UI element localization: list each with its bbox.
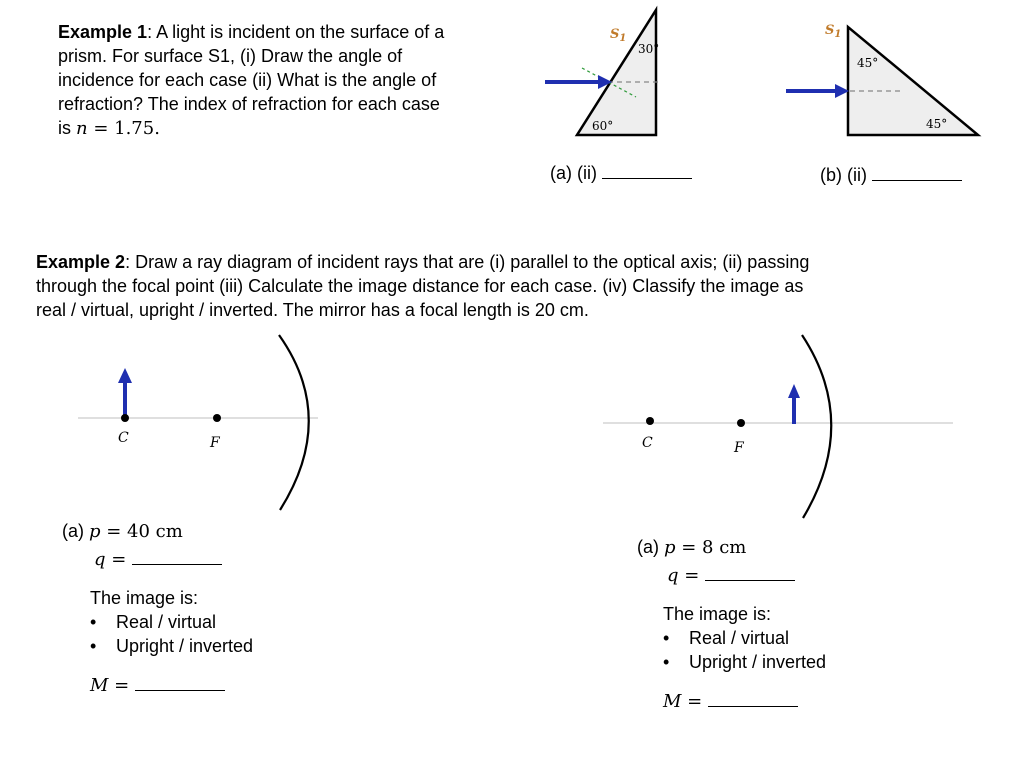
m-line: M = bbox=[62, 673, 362, 698]
case-left bbox=[62, 519, 362, 698]
bottom-angle-label: 60° bbox=[592, 119, 614, 133]
example1-label: Example 1 bbox=[58, 22, 148, 42]
top-angle-label: 45° bbox=[857, 56, 879, 70]
center-point bbox=[121, 414, 129, 422]
example2-label: Example 2 bbox=[36, 252, 126, 272]
image-is-label: The image is: bbox=[90, 588, 199, 608]
answer-blank[interactable] bbox=[602, 162, 692, 179]
surface-label: $S_1$ bbox=[610, 27, 627, 44]
concave-mirror bbox=[802, 335, 831, 518]
q-line: q = bbox=[637, 563, 937, 588]
option-upright-inverted[interactable]: • Upright / inverted bbox=[661, 650, 937, 674]
object-arrowhead bbox=[118, 368, 132, 383]
focal-label: F bbox=[210, 435, 220, 451]
mirror-diagram-left bbox=[70, 325, 330, 520]
option-real-virtual[interactable]: • Real / virtual bbox=[661, 626, 937, 650]
top-angle-label: 30° bbox=[638, 42, 660, 56]
prism-b-diagram bbox=[780, 12, 990, 142]
image-is-label: The image is: bbox=[663, 604, 772, 624]
example1-text: Example 1: A light is incident on the surface of a prism. For surface S1, (i) Draw the angle of incidence for each case (ii) What is the angle of refraction? The index of refraction for each case is n = 1.75. bbox=[58, 22, 445, 139]
m-blank[interactable] bbox=[135, 674, 225, 691]
center-point bbox=[646, 417, 654, 425]
concave-mirror bbox=[279, 335, 309, 510]
prism-a-diagram bbox=[540, 5, 670, 140]
center-label: C bbox=[118, 430, 129, 446]
object-arrowhead bbox=[788, 384, 800, 398]
answer-blank[interactable] bbox=[872, 164, 962, 181]
p-value: (a) p = 8 cm bbox=[637, 537, 747, 558]
mirror-diagram-right bbox=[598, 330, 958, 525]
q-line: q = bbox=[62, 547, 362, 572]
prism-b-shape bbox=[848, 27, 978, 135]
example2-text: Example 2: Draw a ray diagram of incident rays that are (i) parallel to the optical axis; (ii) passing through the focal point (iii) Calculate the image distance for each case. (iv) Classify the image as real / virtual, upright / inverted. The mirror has a focal length is 20 cm. bbox=[36, 252, 810, 320]
option-real-virtual[interactable]: • Real / virtual bbox=[88, 610, 362, 634]
q-blank[interactable] bbox=[705, 564, 795, 581]
surface-label: $S_1$ bbox=[825, 23, 842, 40]
prism-b-answer: (b) (ii) bbox=[820, 163, 962, 187]
q-blank[interactable] bbox=[132, 548, 222, 565]
center-label: C bbox=[642, 435, 653, 451]
focal-point bbox=[737, 419, 745, 427]
right-angle-label: 45° bbox=[926, 117, 948, 131]
p-value: (a) p = 40 cm bbox=[62, 521, 183, 542]
image-options bbox=[661, 626, 937, 674]
case-right bbox=[637, 535, 937, 714]
m-blank[interactable] bbox=[708, 690, 798, 707]
focal-label: F bbox=[734, 440, 744, 456]
focal-point bbox=[213, 414, 221, 422]
prism-a-answer: (a) (ii) bbox=[550, 161, 692, 185]
m-line: M = bbox=[637, 689, 937, 714]
image-options bbox=[88, 610, 362, 658]
option-upright-inverted[interactable]: • Upright / inverted bbox=[88, 634, 362, 658]
